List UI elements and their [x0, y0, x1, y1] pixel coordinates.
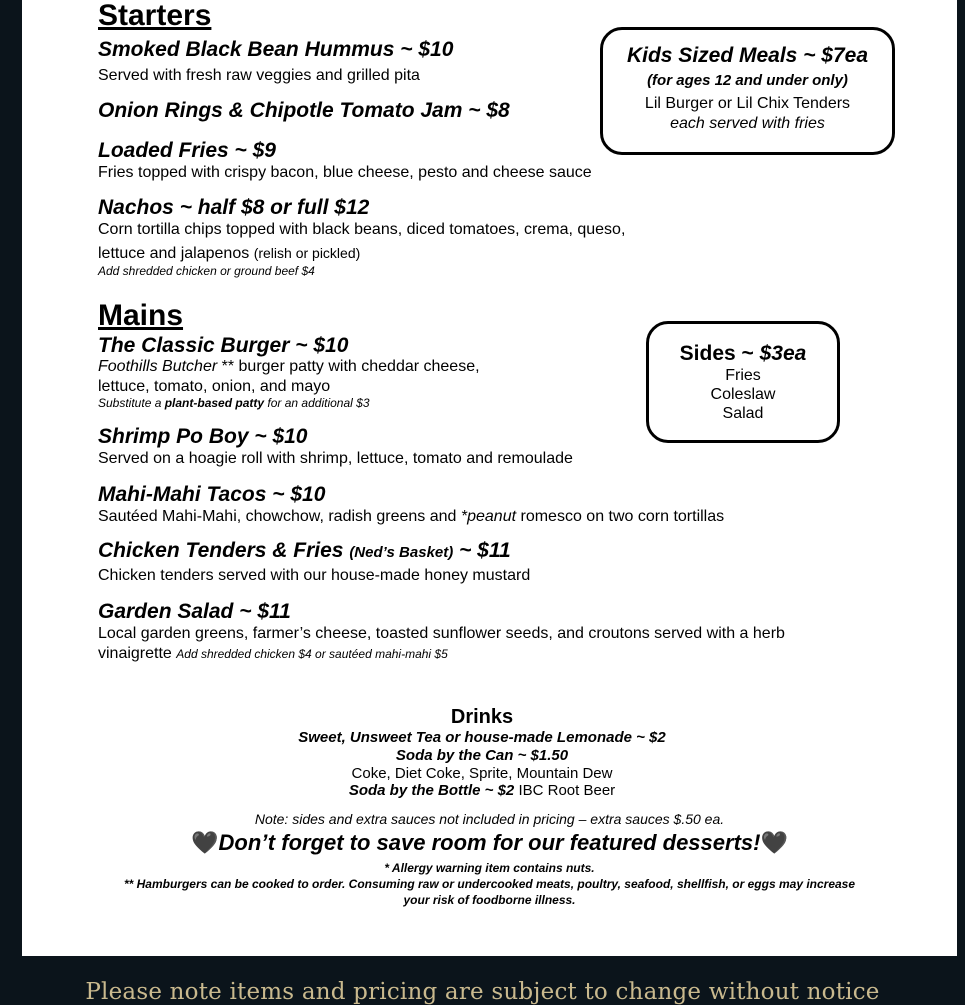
burger-desc-line2: lettuce, tomato, onion, and mayo: [98, 378, 331, 395]
desserts-text: Don’t forget to save room for our featured desserts!: [218, 830, 761, 855]
salad-note: Add shredded chicken $4 or sautéed mahi-mahi $5: [176, 647, 448, 661]
salad-desc-line2-text: vinaigrette: [98, 645, 172, 662]
sides-item: Coleslaw: [710, 386, 776, 403]
burger-note-pre: Substitute a: [98, 396, 165, 410]
foodborne-warning-line2: your risk of foodborne illness.: [403, 893, 576, 907]
kids-meals-subtitle: (for ages 12 and under only): [647, 72, 848, 89]
foodborne-warning-line1: ** Hamburgers can be cooked to order. Consuming raw or undercooked meats, poultry, seafood, shellfish, or eggs may increase: [123, 877, 856, 891]
burger-title: The Classic Burger ~ $10: [98, 334, 349, 357]
onion-rings-title: Onion Rings & Chipotle Tomato Jam ~ $8: [98, 99, 510, 122]
shrimp-title: Shrimp Po Boy ~ $10: [98, 425, 308, 448]
salad-desc-line2: [98, 644, 448, 664]
drinks-soda-bottle-rest: IBC Root Beer: [514, 782, 616, 799]
sides-title-price: $3ea: [759, 342, 807, 365]
burger-note: [98, 396, 370, 410]
nachos-desc-line2-small: (relish or pickled): [253, 245, 361, 261]
sides-item: Fries: [725, 367, 761, 384]
nachos-desc-line2-text: lettuce and jalapenos: [98, 245, 250, 262]
drinks-soda-bottle: [22, 782, 942, 800]
starters-heading: Starters: [98, 0, 212, 32]
tenders-desc: Chicken tenders served with our house-made honey mustard: [98, 567, 531, 584]
drinks-soda-bottle-label: Soda by the Bottle ~ $2: [348, 782, 515, 799]
desserts-banner: [22, 830, 957, 856]
heart-icon: 🖤: [760, 830, 788, 855]
drinks-soda-can: Soda by the Can ~ $1.50: [395, 747, 569, 764]
sides-title: [649, 342, 837, 366]
loaded-fries-desc: Fries topped with crispy bacon, blue cheese, pesto and cheese sauce: [98, 164, 592, 181]
tacos-desc-pre: Sautéed Mahi-Mahi, chowchow, radish greens and: [98, 508, 461, 525]
tenders-title-pre: Chicken Tenders & Fries: [98, 539, 350, 562]
heart-icon: 🖤: [191, 830, 219, 855]
tenders-title: [98, 539, 511, 565]
pricing-disclaimer: Please note items and pricing are subject to change without notice: [85, 979, 880, 1005]
burger-note-bold: plant-based patty: [164, 396, 265, 410]
sauces-note: Note: sides and extra sauces not included in pricing – extra sauces $.50 ea.: [254, 811, 725, 827]
burger-note-post: for an additional $3: [264, 396, 370, 410]
drinks-soda-list: Coke, Diet Coke, Sprite, Mountain Dew: [351, 765, 613, 782]
hummus-desc: Served with fresh raw veggies and grilled pita: [98, 67, 420, 84]
sides-item: Salad: [722, 405, 764, 422]
kids-meals-line1: Lil Burger or Lil Chix Tenders: [644, 95, 851, 112]
nachos-title: Nachos ~ half $8 or full $12: [98, 196, 370, 219]
salad-desc-line1: Local garden greens, farmer’s cheese, toasted sunflower seeds, and croutons served with a herb: [98, 625, 785, 642]
drinks-heading: Drinks: [450, 706, 514, 728]
mains-heading: Mains: [98, 299, 184, 332]
tacos-desc-peanut: *peanut: [460, 508, 517, 525]
kids-meals-title: Kids Sized Meals ~ $7ea: [626, 44, 869, 67]
burger-desc-rest: ** burger patty with cheddar cheese,: [217, 358, 480, 375]
nachos-note: Add shredded chicken or ground beef $4: [98, 264, 315, 278]
tacos-desc-post: romesco on two corn tortillas: [516, 508, 725, 525]
shrimp-desc: Served on a hoagie roll with shrimp, lettuce, tomato and remoulade: [98, 450, 573, 467]
sides-title-bold: Sides ~: [679, 342, 760, 365]
burger-desc-line1: [98, 357, 480, 377]
allergy-note: * Allergy warning item contains nuts.: [384, 861, 595, 875]
salad-title: Garden Salad ~ $11: [98, 600, 291, 623]
tenders-title-post: ~ $11: [453, 539, 511, 562]
kids-meals-line2: each served with fries: [670, 115, 825, 132]
burger-butcher-name: Foothills Butcher: [98, 358, 218, 375]
drinks-tea: Sweet, Unsweet Tea or house-made Lemonade ~ $2: [298, 729, 666, 746]
nachos-desc-line1: Corn tortilla chips topped with black beans, diced tomatoes, crema, queso,: [98, 221, 626, 238]
nachos-desc-line2: [98, 243, 360, 264]
tacos-desc: [98, 507, 724, 527]
tacos-title: Mahi-Mahi Tacos ~ $10: [98, 483, 326, 506]
kids-meals-box: [600, 27, 895, 155]
tenders-title-small: (Ned’s Basket): [349, 544, 454, 561]
hummus-title: Smoked Black Bean Hummus ~ $10: [98, 38, 454, 61]
sides-box: [646, 321, 840, 443]
loaded-fries-title: Loaded Fries ~ $9: [98, 139, 276, 162]
